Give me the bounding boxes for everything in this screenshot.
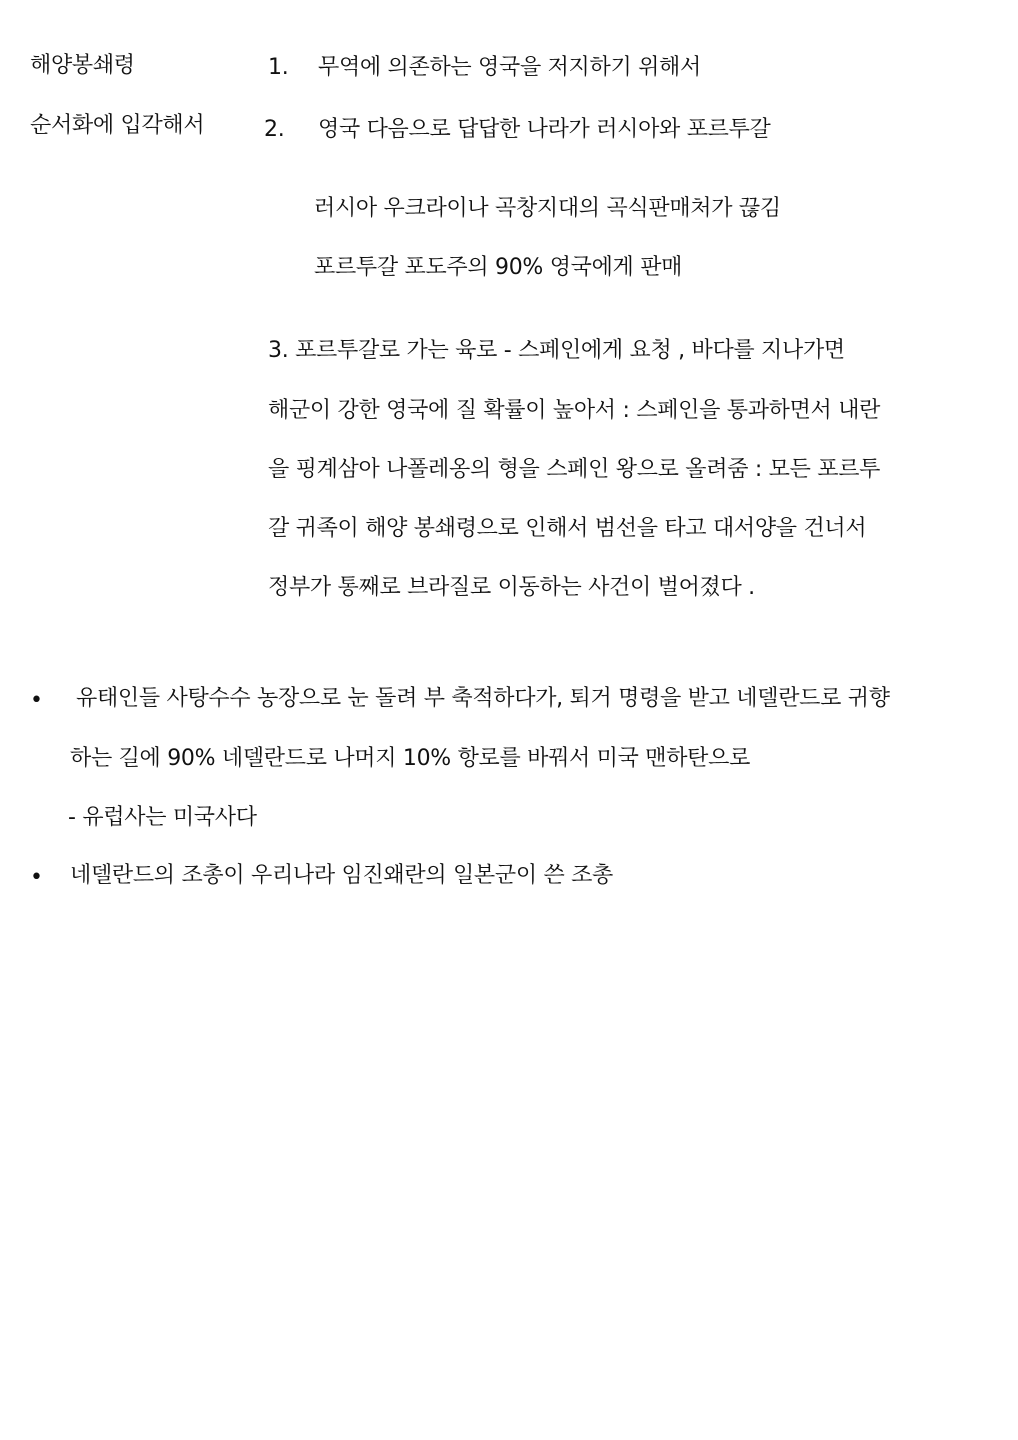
bullet-1-line-3: - 유럽사는 미국사다 [68,805,257,830]
list-item-2-number: 2. [264,117,285,142]
side-label-naval-blockade: 해양봉쇄령 [30,53,135,78]
list-item-1-text: 무역에 의존하는 영국을 저지하기 위해서 [318,55,701,80]
bullet-2-line-1: 네델란드의 조총이 우리나라 임진왜란의 일본군이 쓴 조총 [70,863,614,888]
bullet-1-line-2: 하는 길에 90% 네델란드로 나머지 10% 항로를 바꿔서 미국 맨하탄으로 [70,746,751,771]
list-item-3-line-4: 갈 귀족이 해양 봉쇄령으로 인해서 범선을 타고 대서양을 건너서 [268,516,867,541]
side-label-ordering: 순서화에 입각해서 [30,113,205,138]
list-item-2-sub-portugal: 포르투갈 포도주의 90% 영국에게 판매 [314,255,683,280]
list-item-3-line-3: 을 핑계삼아 나폴레옹의 형을 스페인 왕으로 올려줌 : 모든 포르투 [268,457,881,482]
list-item-3-line-1: 3. 포르투갈로 가는 육로 - 스페인에게 요청 , 바다를 지나가면 [268,338,845,363]
list-item-1-number: 1. [268,55,289,80]
list-item-2-sub-russia: 러시아 우크라이나 곡창지대의 곡식판매처가 끊김 [314,196,781,221]
list-item-2-text: 영국 다음으로 답답한 나라가 러시아와 포르투갈 [318,117,771,142]
list-item-3-line-2: 해군이 강한 영국에 질 확률이 높아서 : 스페인을 통과하면서 내란 [268,398,881,423]
bullet-icon: • [30,865,43,890]
bullet-1-line-1: 유태인들 사탕수수 농장으로 눈 돌려 부 축적하다가, 퇴거 명령을 받고 네델란드로 귀향 [76,686,890,711]
list-item-3-line-5: 정부가 통째로 브라질로 이동하는 사건이 벌어졌다 . [268,575,755,600]
bullet-icon: • [30,688,43,713]
